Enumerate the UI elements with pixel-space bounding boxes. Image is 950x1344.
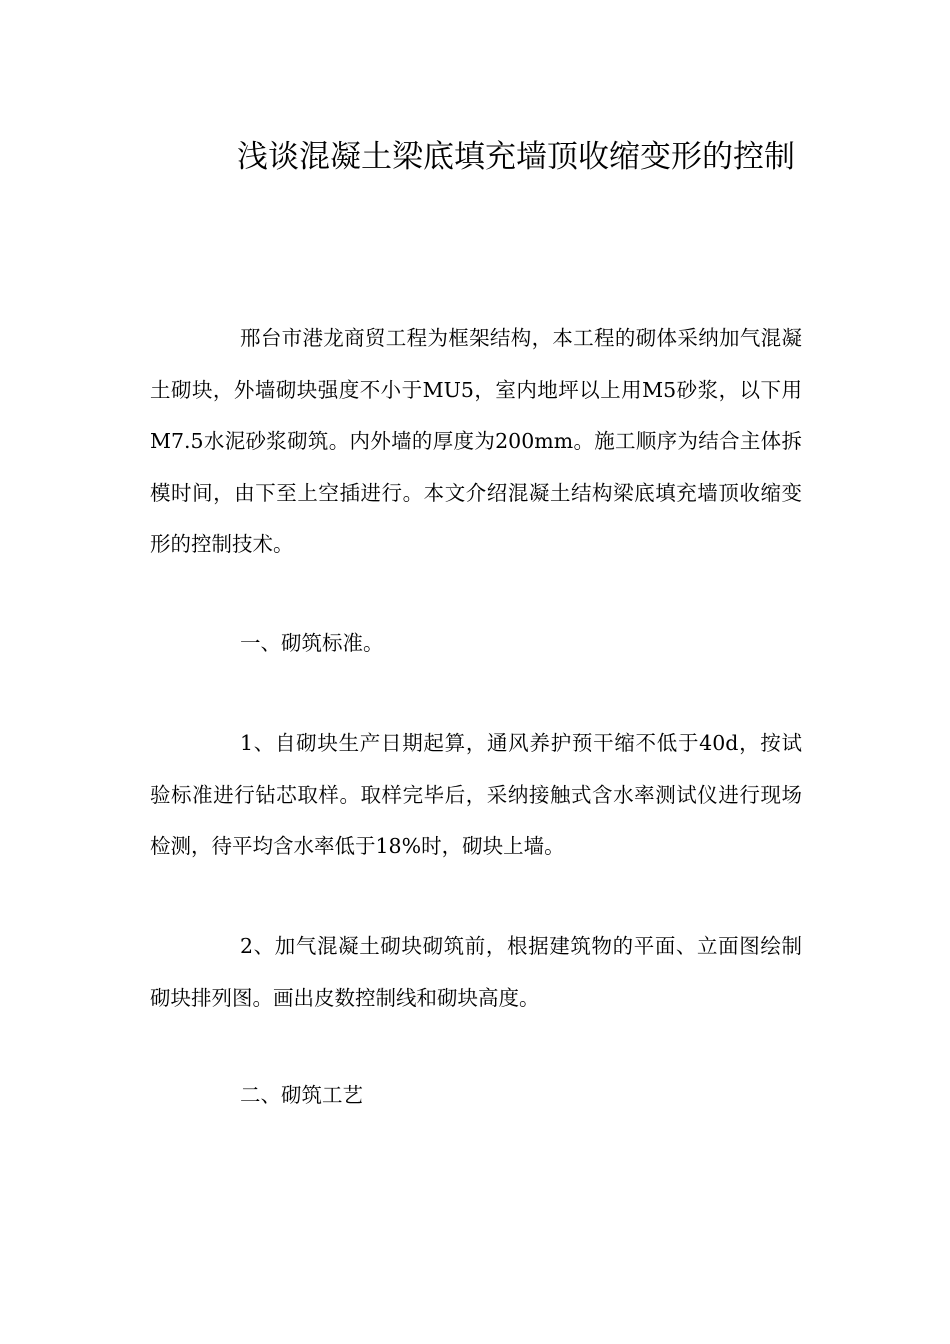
section-heading-process: 二、砌筑工艺 xyxy=(240,1083,363,1107)
section-heading-standards: 一、砌筑标准。 xyxy=(240,631,384,655)
intro-paragraph: 邢台市港龙商贸工程为框架结构，本工程的砌体采纳加气混凝土砌块，外墙砌块强度不小于MU5，室内地坪以上用M5砂浆，以下用M7.5水泥砂浆砌筑。内外墙的厚度为200mm。施工顺序为结合主体拆模时间，由下至上空插进行。本文介绍混凝土结构梁底填充墙顶收缩变形的控制技术。 xyxy=(150,326,802,556)
item-2-paragraph: 2、加气混凝土砌块砌筑前，根据建筑物的平面、立面图绘制砌块排列图。画出皮数控制线和砌块高度。 xyxy=(150,934,802,1010)
document-title: 浅谈混凝土梁底填充墙顶收缩变形的控制 xyxy=(237,139,795,175)
item-1-paragraph: 1、自砌块生产日期起算，通风养护预干缩不低于40d，按试验标准进行钻芯取样。取样完毕后，采纳接触式含水率测试仪进行现场检测，待平均含水率低于18%时，砌块上墙。 xyxy=(150,731,802,858)
